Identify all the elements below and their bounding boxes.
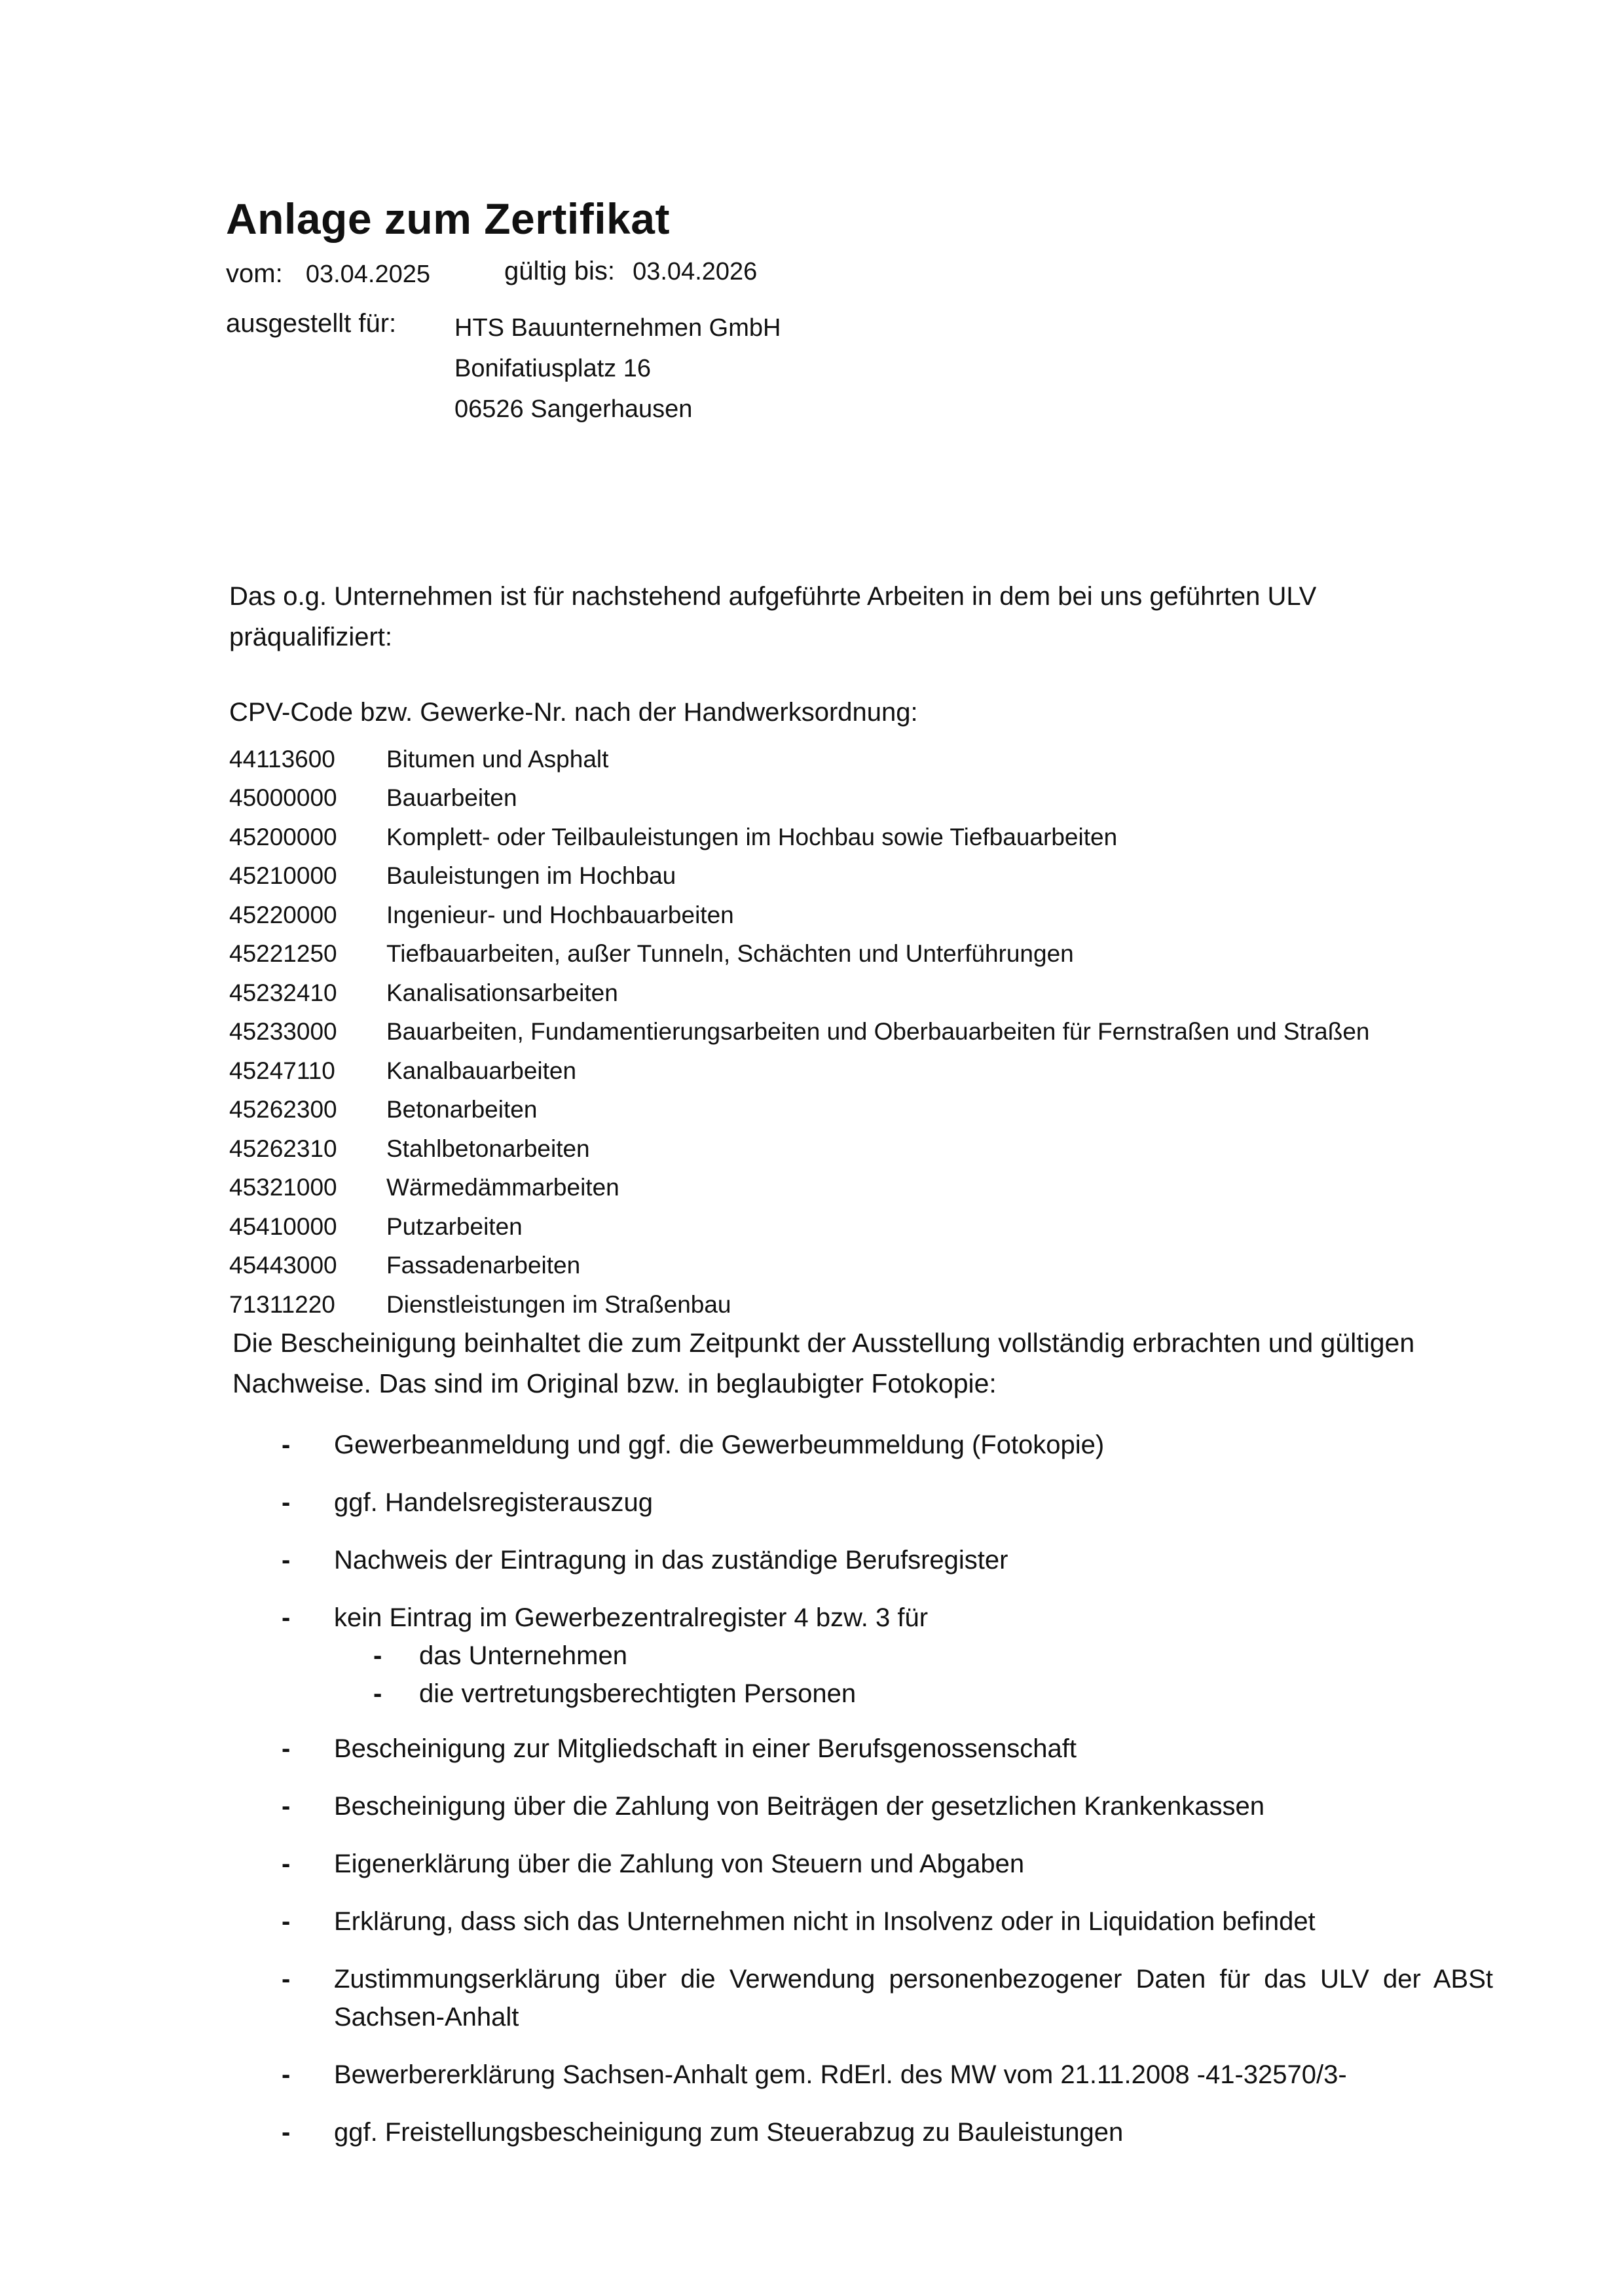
- cpv-code: 45410000: [229, 1212, 337, 1240]
- cpv-code: 45321000: [229, 1174, 337, 1201]
- cpv-description: Tiefbauarbeiten, außer Tunneln, Schächten und Unterführungen: [386, 940, 1074, 968]
- required-document-item: [282, 1730, 1493, 1768]
- required-document-item: [282, 1787, 1493, 1825]
- cpv-code: 44113600: [229, 745, 335, 773]
- dash-bullet-icon: -: [282, 1430, 291, 1459]
- cpv-heading: CPV-Code bzw. Gewerke-Nr. nach der Handwerksordnung:: [229, 698, 918, 727]
- required-documents-list: [282, 1426, 1493, 2171]
- cpv-row: [229, 935, 1369, 974]
- cpv-code: 71311220: [229, 1290, 335, 1318]
- required-document-text: kein Eintrag im Gewerbezentralregister 4 bzw. 3 für: [334, 1603, 929, 1632]
- required-document-item: [282, 1960, 1493, 2036]
- cpv-row: [229, 740, 1369, 779]
- cpv-code: 45262310: [229, 1135, 337, 1162]
- required-document-item: [282, 1426, 1493, 1464]
- cpv-code: 45232410: [229, 979, 337, 1006]
- cpv-code: 45210000: [229, 862, 337, 890]
- cpv-description: Betonarbeiten: [386, 1096, 538, 1123]
- required-document-item: [282, 1599, 1493, 1713]
- cpv-row: [229, 779, 1369, 818]
- required-document-text: ggf. Freistellungsbescheinigung zum Steuerabzug zu Bauleistungen: [334, 2118, 1124, 2147]
- cpv-description: Ingenieur- und Hochbauarbeiten: [386, 901, 734, 928]
- required-document-item: [282, 2113, 1493, 2151]
- required-document-item: [282, 1484, 1493, 1522]
- dash-bullet-icon: -: [282, 1488, 291, 1517]
- cpv-code: 45221250: [229, 940, 337, 968]
- sub-list-item: [282, 1637, 1493, 1675]
- valid-until-row: [504, 257, 757, 286]
- cpv-code-list: [229, 740, 1369, 1324]
- dash-bullet-icon: -: [373, 1641, 382, 1670]
- cpv-code: 45443000: [229, 1252, 337, 1279]
- issue-date-value: 03.04.2025: [305, 261, 430, 288]
- cpv-row: [229, 1091, 1369, 1130]
- page-title: Anlage zum Zertifikat: [226, 194, 670, 243]
- cpv-row: [229, 818, 1369, 857]
- required-document-item: [282, 1541, 1493, 1579]
- dash-bullet-icon: -: [373, 1679, 382, 1708]
- required-document-text: Bescheinigung zur Mitgliedschaft in einer Berufsgenossenschaft: [334, 1734, 1077, 1763]
- cpv-code: 45247110: [229, 1057, 335, 1084]
- cpv-row: [229, 857, 1369, 896]
- intro-paragraph: Das o.g. Unternehmen ist für nachstehend aufgeführte Arbeiten in dem bei uns geführten ULV präqualifiziert:: [229, 582, 1317, 651]
- valid-until-label: gültig bis:: [504, 257, 615, 285]
- required-document-item: [282, 2056, 1493, 2094]
- cpv-row: [229, 1129, 1369, 1169]
- dash-bullet-icon: -: [282, 1734, 291, 1763]
- cpv-description: Putzarbeiten: [386, 1212, 523, 1240]
- cpv-row: [229, 1247, 1369, 1286]
- required-document-text: Gewerbeanmeldung und ggf. die Gewerbeummeldung (Fotokopie): [334, 1430, 1105, 1459]
- issue-date-row: [226, 259, 430, 289]
- cpv-description: Kanalisationsarbeiten: [386, 979, 618, 1006]
- cpv-description: Bauarbeiten, Fundamentierungsarbeiten und Oberbauarbeiten für Fernstraßen und Straßen: [386, 1018, 1370, 1046]
- cpv-description: Dienstleistungen im Straßenbau: [386, 1290, 731, 1318]
- cpv-row: [229, 1207, 1369, 1247]
- cpv-description: Komplett- oder Teilbauleistungen im Hochbau sowie Tiefbauarbeiten: [386, 823, 1118, 850]
- sub-list-text: die vertretungsberechtigten Personen: [419, 1679, 857, 1708]
- company-street: Bonifatiusplatz 16: [454, 355, 651, 382]
- dash-bullet-icon: -: [282, 1850, 291, 1878]
- required-document-text: Bewerbererklärung Sachsen-Anhalt gem. RdErl. des MW vom 21.11.2008 -41-32570/3-: [334, 2060, 1347, 2089]
- sub-list-item: [282, 1675, 1493, 1713]
- dash-bullet-icon: -: [282, 1907, 291, 1936]
- required-document-text: ggf. Handelsregisterauszug: [334, 1488, 653, 1517]
- cpv-row: [229, 1169, 1369, 1208]
- sub-list-text: das Unternehmen: [419, 1641, 627, 1670]
- issue-date-label: vom:: [226, 259, 283, 288]
- cpv-row: [229, 1285, 1369, 1324]
- cpv-description: Bitumen und Asphalt: [386, 745, 609, 773]
- dash-bullet-icon: -: [282, 1603, 291, 1632]
- required-document-item: [282, 1845, 1493, 1883]
- cpv-description: Stahlbetonarbeiten: [386, 1135, 590, 1162]
- required-document-text: Erklärung, dass sich das Unternehmen nicht in Insolvenz oder in Liquidation befindet: [334, 1907, 1316, 1936]
- cpv-row: [229, 896, 1369, 935]
- sub-list: [282, 1637, 1493, 1713]
- required-document-text: Bescheinigung über die Zahlung von Beiträgen der gesetzlichen Krankenkassen: [334, 1792, 1264, 1821]
- cpv-description: Bauleistungen im Hochbau: [386, 862, 676, 890]
- required-document-item: [282, 1903, 1493, 1941]
- cpv-code: 45220000: [229, 901, 337, 928]
- required-document-text: Zustimmungserklärung über die Verwendung personenbezogener Daten für das ULV der ABSt Sachsen-Anhalt: [334, 1965, 1493, 2032]
- dash-bullet-icon: -: [282, 1792, 291, 1821]
- cpv-row: [229, 1051, 1369, 1091]
- dash-bullet-icon: -: [282, 1965, 291, 1994]
- company-city: 06526 Sangerhausen: [454, 395, 693, 423]
- company-address: [454, 308, 781, 429]
- cpv-description: Kanalbauarbeiten: [386, 1057, 577, 1084]
- cpv-description: Wärmedämmarbeiten: [386, 1174, 619, 1201]
- cpv-row: [229, 974, 1369, 1013]
- cpv-code: 45262300: [229, 1096, 337, 1123]
- required-document-text: Nachweis der Eintragung in das zuständige Berufsregister: [334, 1546, 1008, 1575]
- cpv-row: [229, 1013, 1369, 1052]
- statement-paragraph: Die Bescheinigung beinhaltet die zum Zeitpunkt der Ausstellung vollständig erbrachten und gültigen Nachweise. Das sind im Original bzw. in beglaubigter Fotokopie:: [232, 1328, 1415, 1398]
- cpv-description: Bauarbeiten: [386, 784, 517, 812]
- cpv-description: Fassadenarbeiten: [386, 1252, 581, 1279]
- valid-until-value: 03.04.2026: [633, 258, 758, 285]
- dash-bullet-icon: -: [282, 2118, 291, 2147]
- dash-bullet-icon: -: [282, 2060, 291, 2089]
- required-document-text: Eigenerklärung über die Zahlung von Steuern und Abgaben: [334, 1850, 1025, 1878]
- cpv-code: 45200000: [229, 823, 337, 850]
- dash-bullet-icon: -: [282, 1546, 291, 1575]
- cpv-code: 45233000: [229, 1018, 337, 1046]
- cpv-code: 45000000: [229, 784, 337, 812]
- issued-for-label: ausgestellt für:: [226, 309, 397, 338]
- company-name: HTS Bauunternehmen GmbH: [454, 314, 781, 342]
